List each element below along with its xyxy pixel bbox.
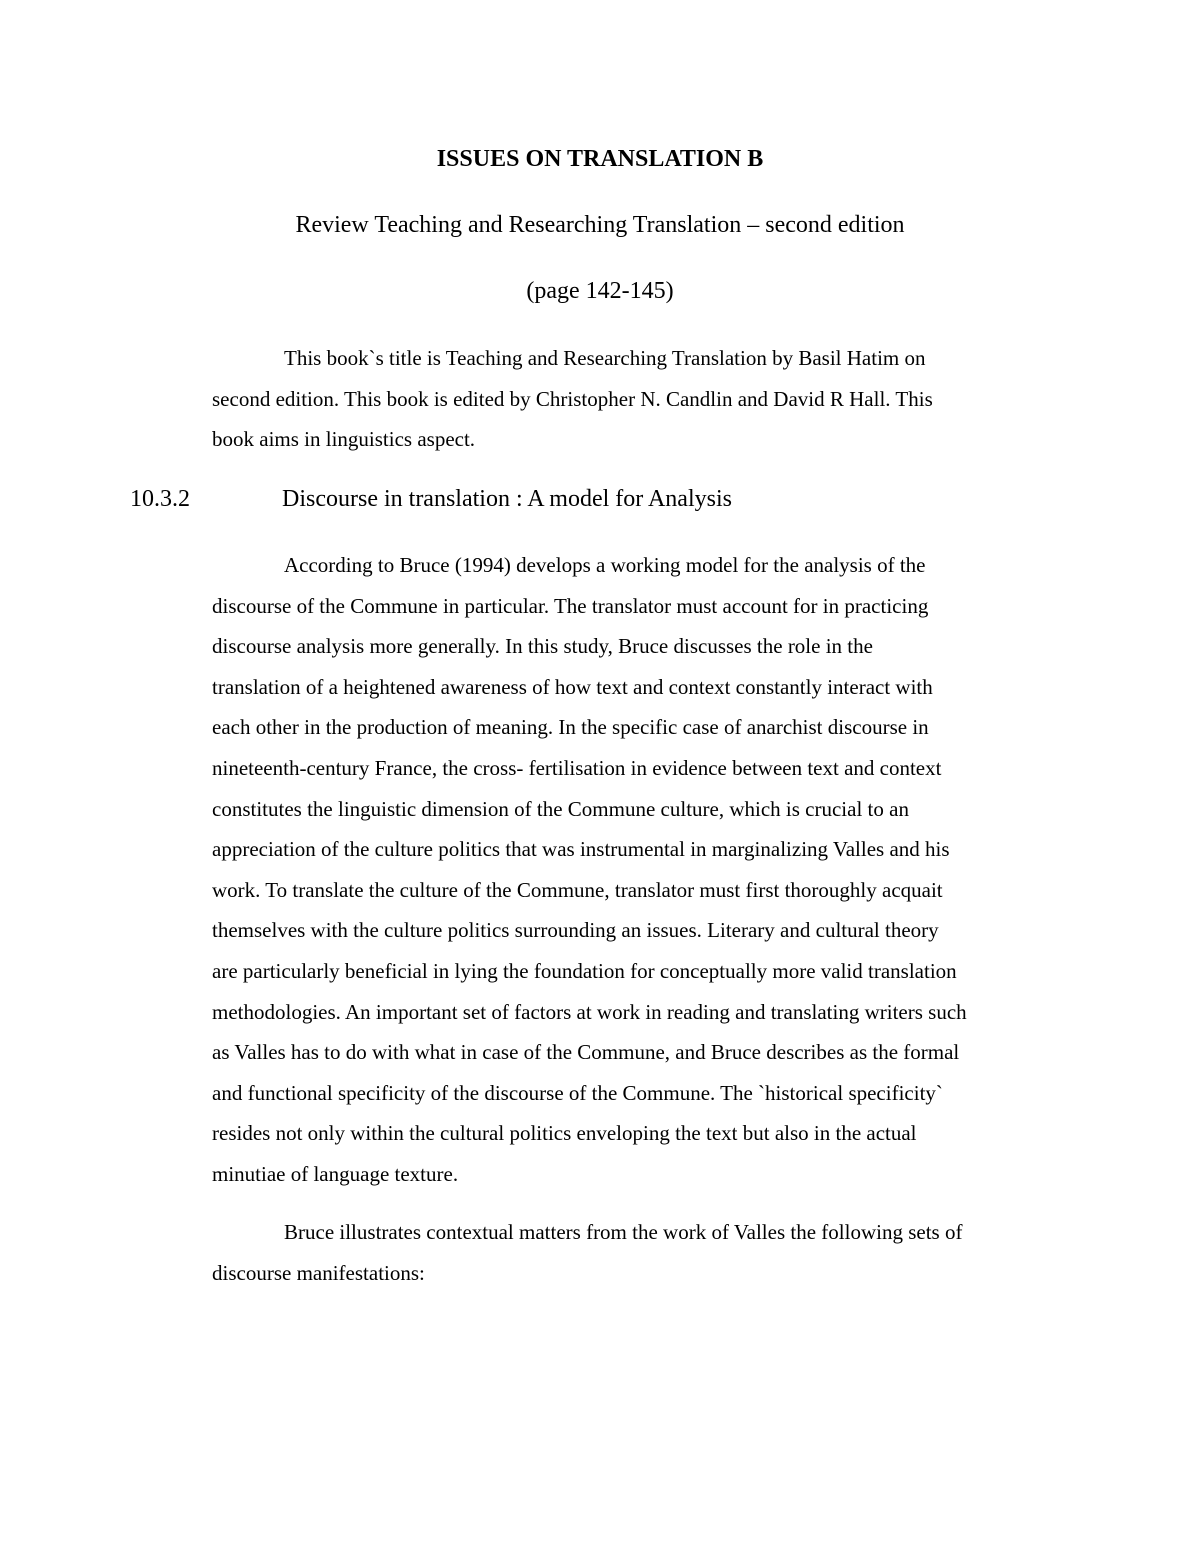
document-title: ISSUES ON TRANSLATION B bbox=[436, 146, 764, 172]
paragraph-line: minutiae of language texture. bbox=[212, 1161, 459, 1186]
paragraph-line: methodologies. An important set of factors at work in reading and translating writers such bbox=[212, 999, 967, 1024]
paragraph-line: as Valles has to do with what in case of the Commune, and Bruce describes as the formal bbox=[212, 1040, 960, 1065]
paragraph-line: themselves with the culture politics surrounding an issues. Literary and cultural theory bbox=[212, 918, 939, 943]
paragraph-line: nineteenth-century France, the cross- fertilisation in evidence between text and context bbox=[212, 755, 942, 780]
paragraph-line: discourse manifestations: bbox=[212, 1260, 425, 1285]
paragraph-line: translation of a heightened awareness of how text and context constantly interact with bbox=[212, 674, 933, 699]
paragraph-line: appreciation of the culture politics that was instrumental in marginalizing Valles and his bbox=[212, 837, 950, 862]
section-number: 10.3.2 bbox=[130, 486, 190, 512]
paragraph-line: resides not only within the cultural politics enveloping the text but also in the actual bbox=[212, 1121, 917, 1146]
paragraph-line: discourse of the Commune in particular. The translator must account for in practicing bbox=[212, 593, 929, 618]
body-paragraph-2 bbox=[212, 1212, 1062, 1293]
paragraph-line: work. To translate the culture of the Commune, translator must first thoroughly acquait bbox=[212, 877, 943, 902]
paragraph-line: second edition. This book is edited by Christopher N. Candlin and David R Hall. This bbox=[212, 386, 933, 411]
paragraph-line: book aims in linguistics aspect. bbox=[212, 427, 476, 452]
paragraph-line: are particularly beneficial in lying the foundation for conceptually more valid translation bbox=[212, 958, 957, 983]
paragraph-line: This book`s title is Teaching and Researching Translation by Basil Hatim on bbox=[284, 346, 926, 370]
page-range: (page 142-145) bbox=[526, 278, 674, 304]
intro-paragraph bbox=[212, 338, 1062, 460]
paragraph-line: constitutes the linguistic dimension of the Commune culture, which is crucial to an bbox=[212, 796, 909, 821]
paragraph-line: According to Bruce (1994) develops a working model for the analysis of the bbox=[284, 553, 926, 577]
section-title: Discourse in translation : A model for Analysis bbox=[282, 486, 732, 512]
document-subtitle: Review Teaching and Researching Translation – second edition bbox=[295, 212, 905, 238]
body-paragraph-1 bbox=[212, 545, 1062, 1195]
paragraph-line: each other in the production of meaning. In the specific case of anarchist discourse in bbox=[212, 715, 929, 740]
paragraph-line: Bruce illustrates contextual matters from the work of Valles the following sets of bbox=[284, 1220, 963, 1244]
paragraph-line: discourse analysis more generally. In this study, Bruce discusses the role in the bbox=[212, 634, 873, 659]
paragraph-line: and functional specificity of the discourse of the Commune. The `historical specificity` bbox=[212, 1080, 943, 1105]
